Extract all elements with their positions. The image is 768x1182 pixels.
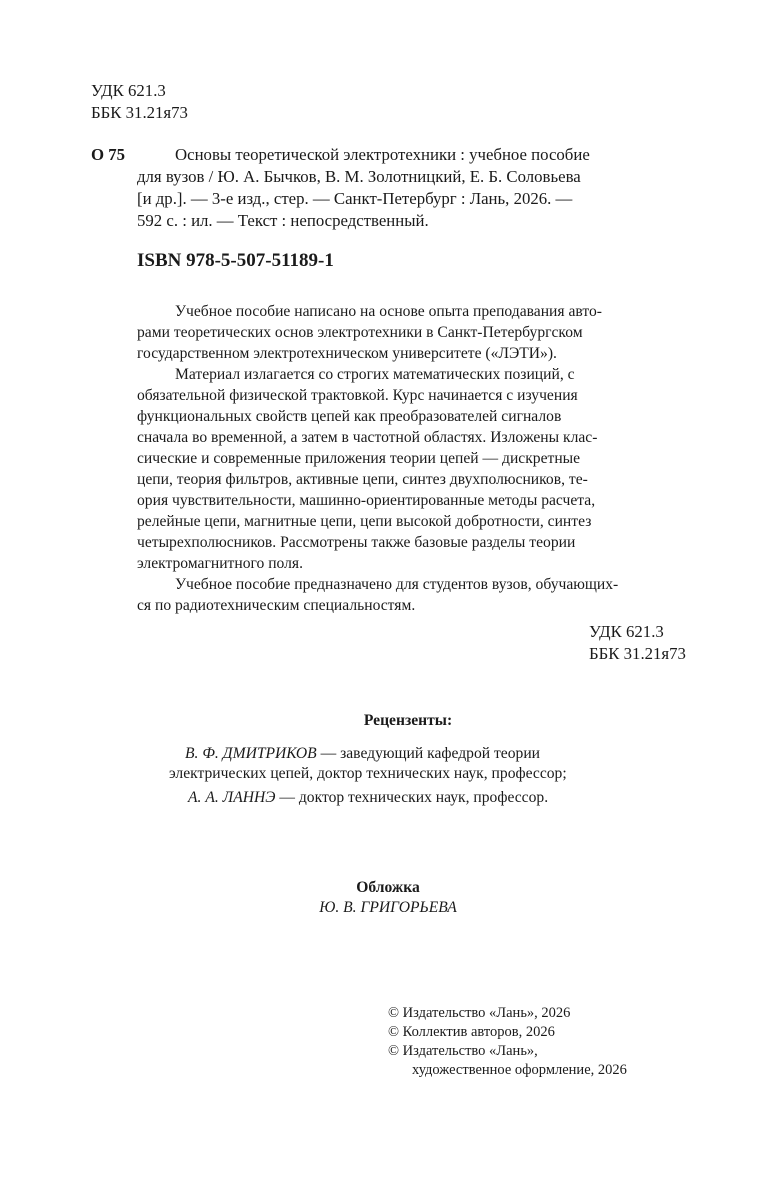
reviewer-1-name: В. Ф. ДМИТРИКОВ — [185, 745, 317, 762]
catalog-code: О 75 — [91, 145, 126, 164]
reviewer-2-text: — доктор технических наук, профессор. — [275, 789, 549, 806]
abstract-line: релейные цепи, магнитные цепи, цепи высокой добротности, синтез — [137, 513, 592, 530]
abstract-line: Учебное пособие написано на основе опыта преподавания авто- — [175, 303, 602, 320]
reviewers-heading: Рецензенты: — [363, 712, 453, 729]
catalog-line: для вузов / Ю. А. Бычков, В. М. Золотницкий, Е. Б. Соловьева — [137, 167, 581, 186]
cover-name: Ю. В. ГРИГОРЬЕВА — [319, 899, 457, 916]
reviewer-1-text-cont: электрических цепей, доктор технических наук, профессор; — [169, 765, 567, 782]
reviewer-1 — [185, 743, 540, 764]
abstract-line: сначала во временной, а затем в частотной областях. Изложены клас- — [137, 429, 598, 446]
catalog-line: [и др.]. — 3-е изд., стер. — Санкт-Петербург : Лань, 2026. — — [137, 189, 573, 208]
abstract-line: Учебное пособие предназначено для студентов вузов, обучающих- — [175, 576, 619, 593]
reviewer-2 — [188, 787, 548, 808]
abstract-line: обязательной физической трактовкой. Курс начинается с изучения — [137, 387, 578, 404]
copyright-line: художественное оформление, 2026 — [412, 1062, 627, 1078]
abstract-line: четырехполюсников. Рассмотрены также базовые разделы теории — [137, 534, 576, 551]
abstract-line: рами теоретических основ электротехники в Санкт-Петербургском — [137, 324, 583, 341]
abstract-line: ся по радиотехническим специальностям. — [137, 597, 416, 614]
abstract-line: сические и современные приложения теории цепей — дискретные — [137, 450, 581, 467]
header-bbk: ББК 31.21я73 — [91, 103, 188, 122]
catalog-line: 592 с. : ил. — Текст : непосредственный. — [137, 211, 429, 230]
abstract-udk: УДК 621.3 — [589, 622, 664, 641]
reviewer-1-text: — заведующий кафедрой теории — [316, 745, 541, 762]
copyright-line: © Издательство «Лань», — [388, 1043, 538, 1059]
abstract-line: цепи, теория фильтров, активные цепи, синтез двухполюсников, те- — [137, 471, 588, 488]
isbn: ISBN 978-5-507-51189-1 — [137, 250, 334, 271]
abstract-line: электромагнитного поля. — [137, 555, 304, 572]
copyright-line: © Коллектив авторов, 2026 — [388, 1024, 555, 1040]
header-udk: УДК 621.3 — [91, 81, 166, 100]
cover-heading: Обложка — [356, 879, 420, 896]
copyright-line: © Издательство «Лань», 2026 — [388, 1005, 571, 1021]
abstract-bbk: ББК 31.21я73 — [589, 644, 686, 663]
reviewer-2-name: А. А. ЛАННЭ — [188, 789, 276, 806]
catalog-line: Основы теоретической электротехники : учебное пособие — [175, 145, 590, 164]
abstract-line: функциональных свойств цепей как преобразователей сигналов — [137, 408, 562, 425]
abstract-line: ория чувствительности, машинно-ориентированные методы расчета, — [137, 492, 596, 509]
abstract-line: государственном электротехническом университете («ЛЭТИ»). — [137, 345, 557, 362]
abstract-line: Материал излагается со строгих математических позиций, с — [175, 366, 575, 383]
